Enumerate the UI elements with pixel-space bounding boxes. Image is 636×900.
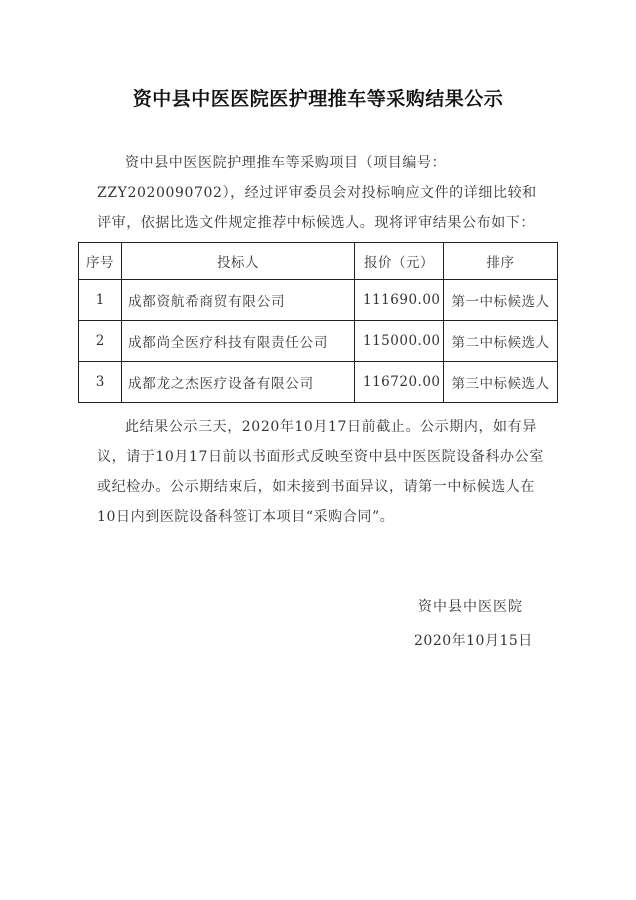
row-price: 116720.00 (355, 362, 444, 403)
signature-organization: 资中县中医医院 (418, 599, 523, 615)
intro-paragraph: 资中县中医医院护理推车等采购项目（项目编号：ZZY2020090702），经过评审委员会对投标响应文件的详细比较和评审，依据比选文件规定推荐中标候选人。现将评审结果公布如下： (97, 155, 537, 231)
page-title: 资中县中医医院医护理推车等采购结果公示 (132, 88, 504, 110)
signature-date: 2020年10月15日 (414, 633, 533, 649)
notice-paragraph: 此结果公示三天，2020年10月17日前截止。公示期内，如有异议，请于10月17日前以书面形式反映至资中县中医医院设备科办公室或纪检办。公示期结束后，如未接到书面异议，请第一中标候选人在10日内到医院设备科签订本项目“采购合同”。 (97, 419, 544, 525)
row-bidder: 成都龙之杰医疗设备有限公司 (122, 362, 355, 403)
row-price: 115000.00 (355, 321, 444, 362)
header-bidder: 投标人 (122, 243, 355, 280)
table-row (79, 280, 558, 321)
table-row (79, 362, 558, 403)
results-table (78, 242, 558, 403)
row-no: 2 (79, 321, 122, 362)
table-row (79, 321, 558, 362)
row-bidder: 成都尚全医疗科技有限责任公司 (122, 321, 355, 362)
row-no: 1 (79, 280, 122, 321)
table-header-row (79, 243, 558, 280)
header-no: 序号 (79, 243, 122, 280)
row-rank: 第三中标候选人 (444, 362, 558, 403)
row-rank: 第二中标候选人 (444, 321, 558, 362)
row-price: 111690.00 (355, 280, 444, 321)
header-rank: 排序 (444, 243, 558, 280)
row-bidder: 成都资航希商贸有限公司 (122, 280, 355, 321)
row-rank: 第一中标候选人 (444, 280, 558, 321)
row-no: 3 (79, 362, 122, 403)
header-price: 报价（元） (355, 243, 444, 280)
